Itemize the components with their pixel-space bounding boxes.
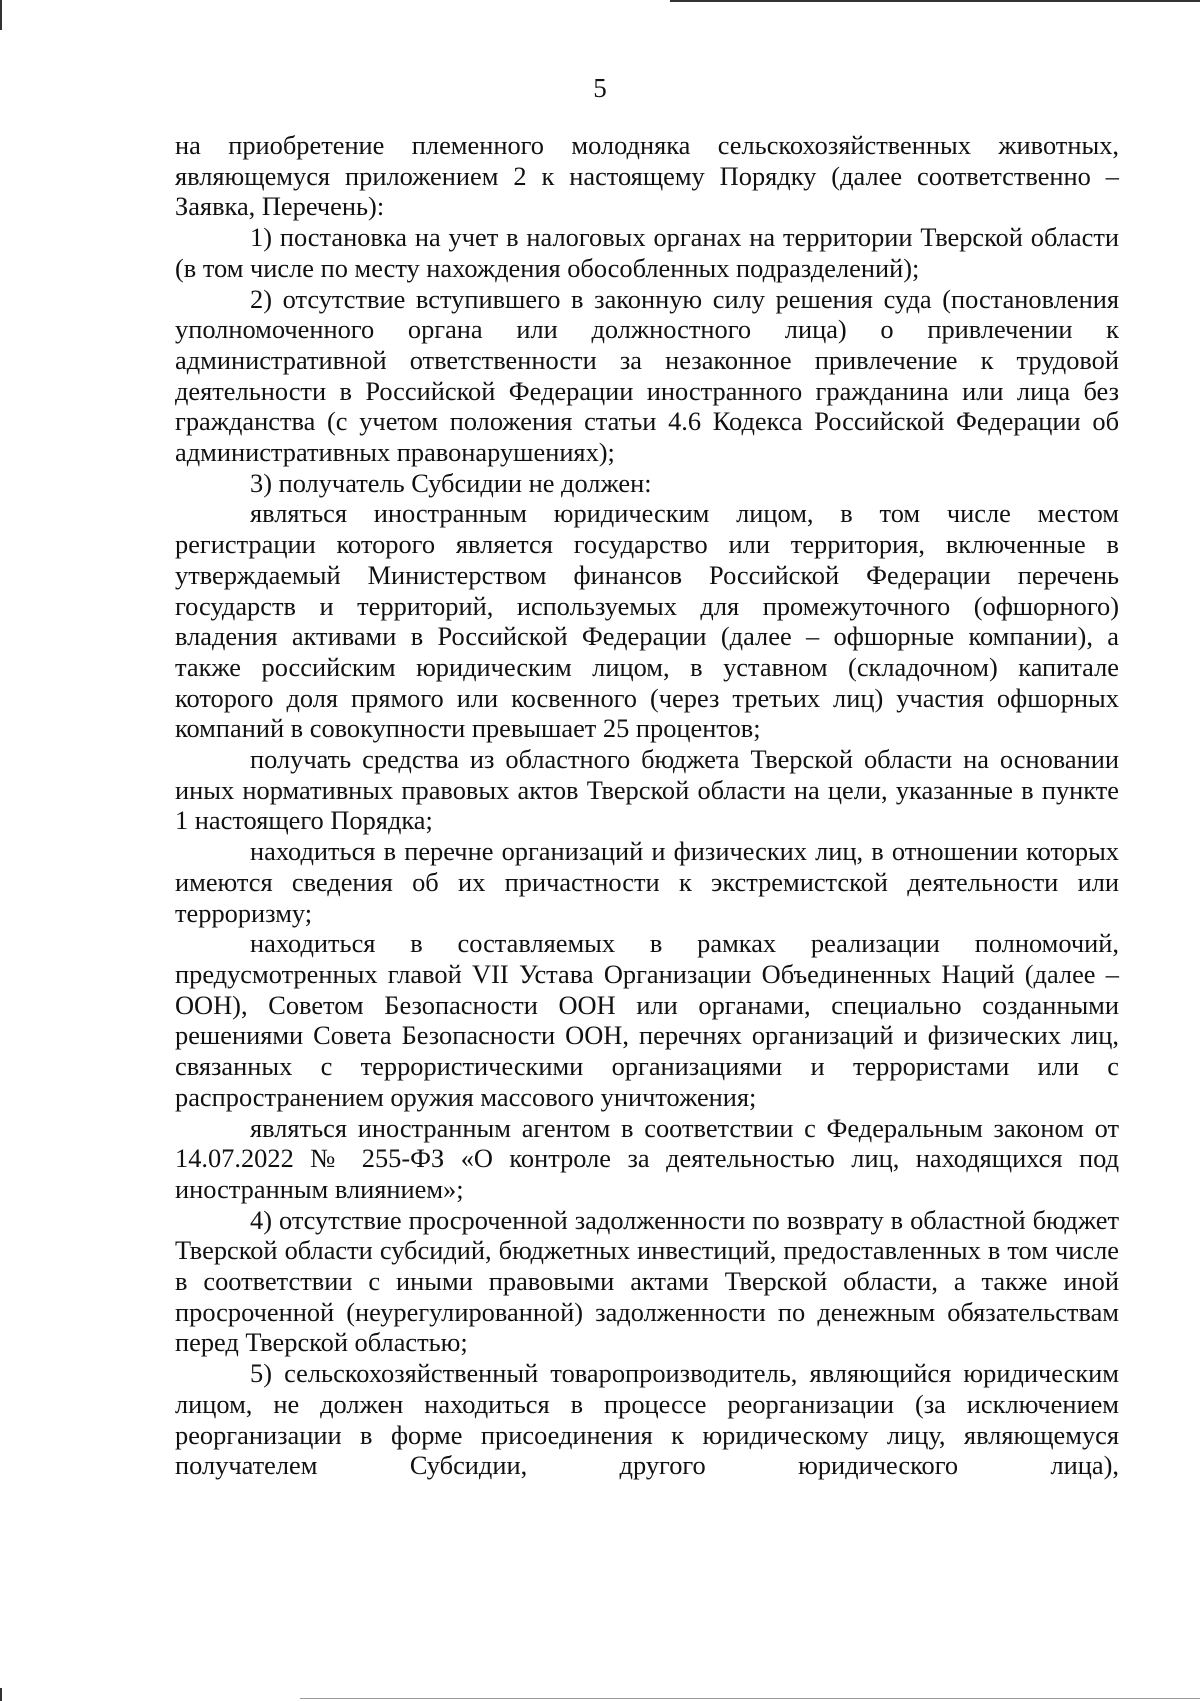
paragraph-extremism-list: находиться в перечне организаций и физических лиц, в отношении которых имеются сведения об их причастности к экстремистской деятельности или терроризму; xyxy=(175,836,1119,928)
paragraph-un-lists: находиться в составляемых в рамках реализации полномочий, предусмотренных главой VII Устава Организации Объединенных Наций (далее – ООН), Советом Безопасности ООН или органами, специально созданными решениями Совета Безопасности ООН, перечнях организаций и физических лиц, связанных с террористическими организациями и террористами или с распространением оружия массового уничтожения; xyxy=(175,928,1119,1112)
paragraph-other-funding: получать средства из областного бюджета Тверской области на основании иных нормативных правовых актов Тверской области на цели, указанные в пункте 1 настоящего Порядка; xyxy=(175,744,1119,836)
scan-edge-left-bottom xyxy=(0,1688,2,1701)
paragraph-item-4: 4) отсутствие просроченной задолженности по возврату в областной бюджет Тверской области субсидий, бюджетных инвестиций, предоставленных в том числе в соответствии с иными правовыми актами Тверской области, а также иной просроченной (неурегулированной) задолженности по денежным обязательствам перед Тверской областью; xyxy=(175,1204,1119,1358)
scan-edge-bottom xyxy=(300,1698,1200,1699)
paragraph-item-1: 1) постановка на учет в налоговых органах на территории Тверской области (в том числе по месту нахождения обособленных подразделений); xyxy=(175,222,1119,283)
scan-edge-left xyxy=(0,0,2,30)
scan-edge-top xyxy=(670,0,1200,2)
paragraph-item-3: 3) получатель Субсидии не должен: xyxy=(250,467,652,498)
paragraph-item-2: 2) отсутствие вступившего в законную силу решения суда (постановления уполномоченного органа или должностного лица) о привлечении к административной ответственности за незаконное привлечение к трудовой деятельности в Российской Федерации иностранного гражданина или лица без гражданства (с учетом положения статьи 4.6 Кодекса Российской Федерации об административных правонарушениях); xyxy=(175,283,1119,468)
page-number: 5 xyxy=(593,73,607,103)
paragraph-item-5: 5) сельскохозяйственный товаропроизводитель, являющийся юридическим лицом, не должен находиться в процессе реорганизации (за исключением реорганизации в форме присоединения к юридическому лицу, являющемуся получателем Субсидии, другого юридического лица), xyxy=(175,1358,1119,1481)
document-body xyxy=(175,130,1119,1481)
paragraph-offshore-companies: являться иностранным юридическим лицом, в том числе местом регистрации которого является государство или территория, включенные в утверждаемый Министерством финансов Российской Федерации перечень государств и территорий, используемых для промежуточного (офшорного) владения активами в Российской Федерации (далее – офшорные компании), а также российским юридическим лицом, в уставном (складочном) капитале которого доля прямого или косвенного (через третьих лиц) участия офшорных компаний в совокупности превышает 25 процентов; xyxy=(175,498,1119,744)
paragraph-intro-continuation: на приобретение племенного молодняка сельскохозяйственных животных, являющемуся приложением 2 к настоящему Порядку (далее соответственно – Заявка, Перечень): xyxy=(175,130,1119,222)
paragraph-foreign-agent: являться иностранным агентом в соответствии с Федеральным законом от 14.07.2022 № 255-ФЗ «О контроле за деятельностью лиц, находящихся под иностранным влиянием»; xyxy=(175,1112,1119,1204)
